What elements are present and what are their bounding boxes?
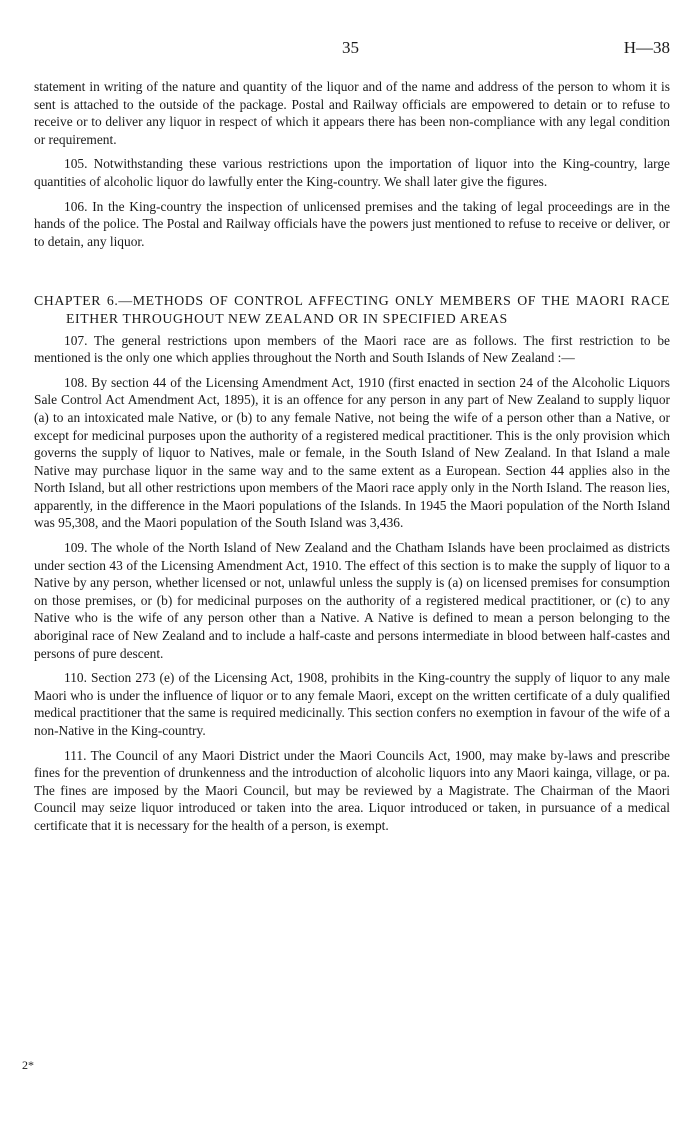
- paragraph-109: 109. The whole of the North Island of New Zealand and the Chatham Islands have been proclaimed as districts under section 43 of the Licensing Amendment Act, 1910. The effect of this section is to make the supply of liquor to a Native by any person, whether licensed or not, unlawful unless the supply is (a) on licensed premises for consumption on those premises, or (b) for medicinal purposes on the authority of a registered medical practitioner, or (c) to any Native who is the wife of any person other than a Native. A Native is defined to mean a person belonging to the aboriginal race of New Zealand and to include a half-caste and persons intermediate in blood between half-castes and persons of pure descent.: [34, 540, 670, 661]
- paragraph-106: 106. In the King-country the inspection of unlicensed premises and the taking of legal proceedings are in the hands of the police. The Postal and Railway officials have the powers just mentioned to refuse to receive or deliver, or to detain, any liquor.: [34, 198, 670, 249]
- paragraph-110: 110. Section 273 (e) of the Licensing Act, 1908, prohibits in the King-country the supply of liquor to any male Maori who is under the influence of liquor or to any female Maori, except on the written certificate of a duly qualified medical practitioner that the same is required medicinally. This section confers no exemption in favour of the wife of a non-Native in the King-country.: [34, 670, 670, 738]
- document-reference: H—38: [623, 38, 670, 57]
- paragraph-107: 107. The general restrictions upon members of the Maori race are as follows. The first restriction to be mentioned is the only one which applies throughout the North and South Islands of New Zealand :—: [34, 332, 670, 366]
- body-text: [34, 78, 670, 842]
- signature-mark: 2*: [22, 1058, 34, 1072]
- paragraph-108: 108. By section 44 of the Licensing Amendment Act, 1910 (first enacted in section 24 of the Alcoholic Liquors Sale Control Act Amendment Act, 1895), it is an offence for any person in any part of New Zealand to supply liquor (a) to an intoxicated male Native, or (b) to any female Native, not being the wife of a person other than a Native, or except for medicinal purposes upon the authority of a registered medical practitioner. This is the only provision which governs the supply of liquor to Natives, male or female, in the South Island of New Zealand. In that Island a male Native may purchase liquor in the same way and to the same extent as a European. Section 44 applies also in the North Island, but all other restrictions upon members of the Maori race apply only in the North Island. The reason lies, apparently, in the difference in the Maori populations of the Islands. In 1945 the Maori population of the North Island was 95,308, and the Maori population of the South Island was 3,436.: [34, 374, 670, 531]
- paragraph-continued: statement in writing of the nature and quantity of the liquor and of the name and address of the person to whom it is sent is attached to the outside of the package. Postal and Railway officials are empowered to detain or to refuse to receive or to deliver any liquor in respect of which it appears there has been non-compliance with any legal condition or requirement.: [34, 79, 670, 147]
- paragraph-111: 111. The Council of any Maori District under the Maori Councils Act, 1900, may make by-laws and prescribe fines for the prevention of drunkenness and the introduction of alcoholic liquors into any Maori kainga, village, or pa. The fines are imposed by the Maori Council, but may be reviewed by a Magistrate. The Chairman of the Maori Council may seize liquor introduced or taken into the area. Liquor introduced or taken, in pursuance of a medical certificate that it is necessary for the health of a person, is exempt.: [34, 747, 670, 833]
- chapter-heading: CHAPTER 6.—METHODS OF CONTROL AFFECTING ONLY MEMBERS OF THE MAORI RACE EITHER THROUGHOUT NEW ZEALAND OR IN SPECIFIED AREAS: [34, 293, 670, 326]
- paragraph-105: 105. Notwithstanding these various restrictions upon the importation of liquor into the King-country, large quantities of alcoholic liquor do lawfully enter the King-country. We shall later give the figures.: [34, 156, 670, 189]
- page-header: [34, 38, 670, 62]
- page-number: 35: [342, 38, 359, 57]
